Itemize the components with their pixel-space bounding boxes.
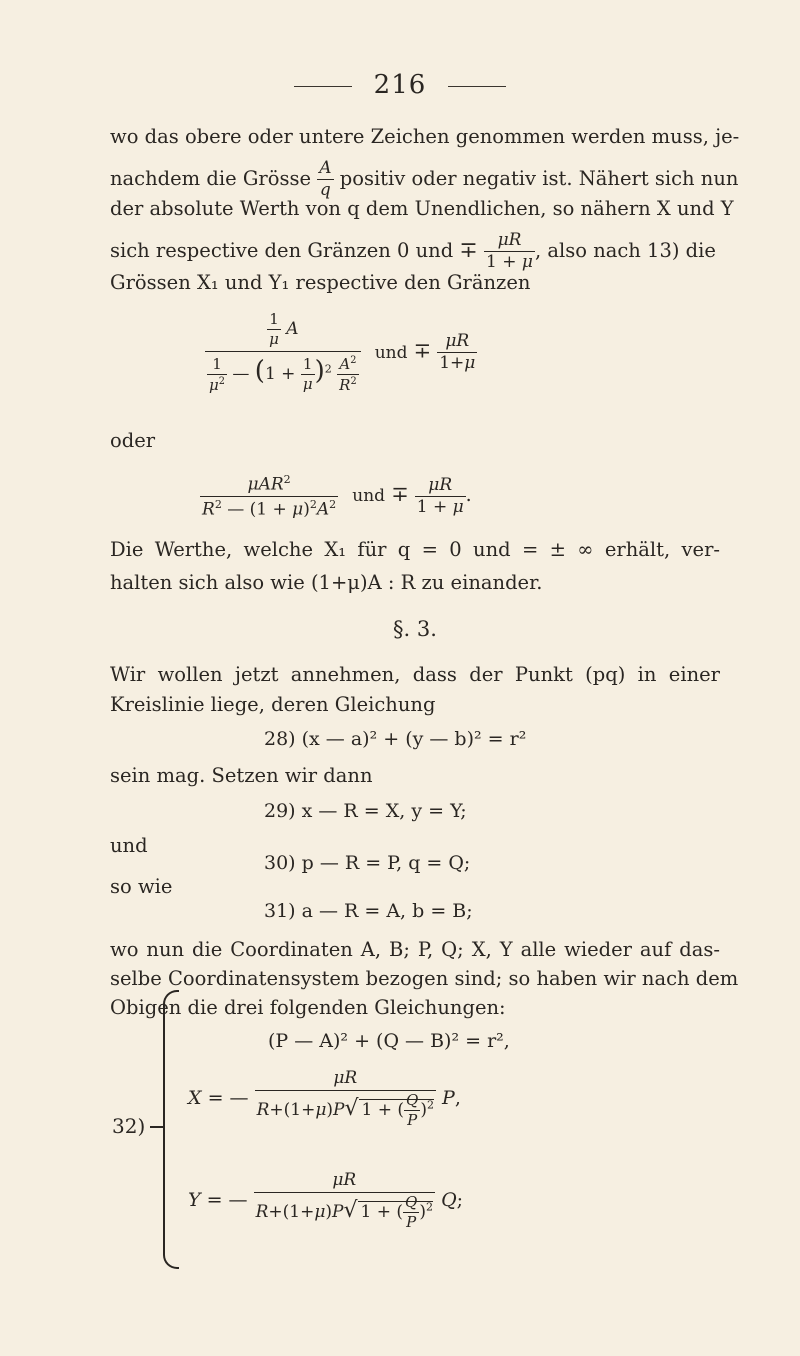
- equation-32-label: 32): [112, 1114, 146, 1138]
- page-number: 216: [373, 70, 427, 100]
- equation-32-line3: Y = — μR R+(1+μ)P√ 1 + ( $\frac{Q}{P}$ )$^2$ Q;: [188, 1170, 464, 1231]
- equation-32-line2: X = — μR R+(1+μ)P√ 1 + ( $\frac{Q}{P}$ )$^2$ P,: [188, 1068, 461, 1129]
- p1-line4-end: , also nach 13) die: [534, 239, 716, 262]
- p1-line4-start: sich respective den Gränzen 0 und: [110, 239, 454, 262]
- p1-line1: wo das obere oder untere Zeichen genommen werden muss, je-: [110, 125, 740, 148]
- limit-expression-1: $\frac{1}{\mu}$ A $\frac{1}{\mu^2}$ — (1 + $\frac{1}{\mu}$ )$^2$ $\frac{A^2}{R^2}$ und ∓ $\frac{\mu R}{1+\mu}$: [205, 312, 477, 393]
- p1-line4: sich respective den Gränzen 0 und ∓ $\frac{\mu R}{1 + \mu}$ , also nach 13) die: [110, 230, 716, 272]
- text-sein-mag: sein mag. Setzen wir dann: [110, 764, 373, 787]
- page-header: [0, 70, 800, 100]
- system-brace-tip: [150, 1126, 164, 1128]
- header-rule-right: [448, 86, 506, 87]
- equation-31: 31) a — R = A, b = B;: [264, 900, 473, 922]
- fraction-A-over-q: $\frac{A}{q}$: [319, 158, 332, 200]
- equation-28: 28) (x — a)² + (y — b)² = r²: [264, 728, 527, 750]
- und-2: und: [352, 486, 386, 507]
- p1-line2-end: positiv oder negativ ist. Nähert sich nun: [339, 167, 739, 190]
- p3-line1: Wir wollen jetzt annehmen, dass der Punkt (pq) in einer: [110, 663, 720, 686]
- system-brace: [163, 990, 179, 1269]
- p3-line2: Kreislinie liege, deren Gleichung: [110, 693, 436, 716]
- p2-line2: halten sich also wie (1+μ)A : R zu einander.: [110, 571, 543, 594]
- header-rule-left: [294, 86, 352, 87]
- p1-line5: Grössen X₁ und Y₁ respective den Gränzen: [110, 271, 531, 294]
- p4-line3: Obigen die drei folgenden Gleichungen:: [110, 996, 506, 1019]
- p4-line1: wo nun die Coordinaten A, B; P, Q; X, Y alle wieder auf das-: [110, 938, 720, 961]
- p1-line2: [110, 158, 739, 200]
- section-heading: §. 3.: [393, 617, 437, 641]
- fraction-muR-over-1plusmu: $\frac{\mu R}{1 + \mu}$: [486, 230, 533, 272]
- p1-line3: der absolute Werth von q dem Unendlichen, so nähern X und Y: [110, 197, 734, 220]
- text-und: und: [110, 834, 148, 857]
- equation-32-line1: (P — A)² + (Q — B)² = r²,: [268, 1030, 510, 1052]
- equation-29: 29) x — R = X, y = Y;: [264, 800, 467, 822]
- p4-line2: selbe Coordinatensystem bezogen sind; so haben wir nach dem: [110, 967, 739, 990]
- p1-line2-start: nachdem die Grösse: [110, 167, 312, 190]
- p2-line1: Die Werthe, welche X₁ für q = 0 und = ± ∞ erhält, ver-: [110, 538, 720, 561]
- und-1: und: [374, 342, 408, 363]
- equation-30: 30) p — R = P, q = Q;: [264, 852, 471, 874]
- limit-expression-2: $\frac{\mu AR^2}{R^2 — (1 + \mu)^2A^2}$ und ∓ $\frac{\mu R}{1 + \mu}$ .: [202, 473, 472, 520]
- word-oder: oder: [110, 429, 156, 452]
- text-so-wie: so wie: [110, 875, 173, 898]
